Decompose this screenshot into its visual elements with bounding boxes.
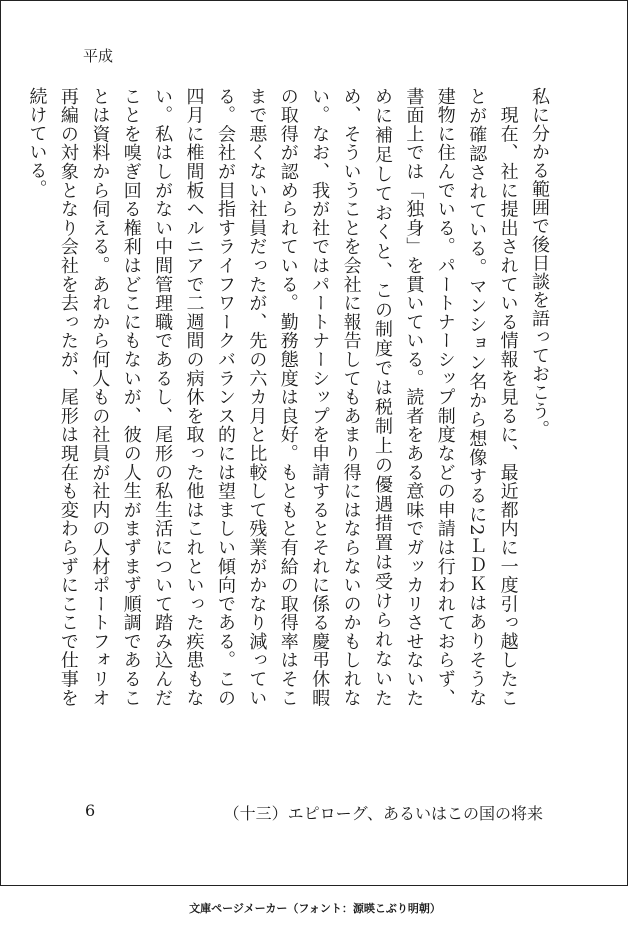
paragraph: 現在、社に提出されている情報を見るに、最近都内に一度引っ越したことが確認されている。マンション名から想像するに2ＬＤＫはありそうな建物に住んでいる。パートナーシップ制度などの申請は行われておらず、書面上では「独身」を貫いている。読者をある意味でガッカリさせないために補足しておくと、この制度では税制上の優遇措置は受けられないため、そういうことを会社に報告してもあまり得にはならないのかもしれない。なお、我が社ではパートナーシップを申請するとそれに係る慶弔休暇の取得が認められている。勤務態度は良好。もともと有給の取得率はそこまで悪くない社員だったが、先の六カ月と比較して残業がかなり減っている。会社が目指すライフワークバランス的には望ましい傾向である。この四月に椎間板ヘルニアで二週間の病休を取った他はこれといった疾患もない。私はしがない中間管理職であるし、尾形の私生活について踏み込んだことを嗅ぎ回る権利はどこにもないが、彼の人生がまずまず順調であることは資料から伺える。あれから何人もの社員が社内の人材ポートフォリオ再編の対象となり会社を去ったが、尾形は現在も変わらずにここで仕事を続けている。 [26, 87, 519, 707]
paragraph: 私に分かる範囲で後日談を語っておこう。 [529, 87, 550, 439]
chapter-title: （十三）エピローグ、あるいはこの国の将来 [223, 804, 543, 823]
era-header: 平成 [83, 47, 114, 65]
vertical-body-text [21, 87, 555, 707]
generator-credit: 文庫ページメーカー（フォント：源暎こぶり明朝） [189, 902, 441, 915]
page-number: 6 [85, 801, 96, 820]
